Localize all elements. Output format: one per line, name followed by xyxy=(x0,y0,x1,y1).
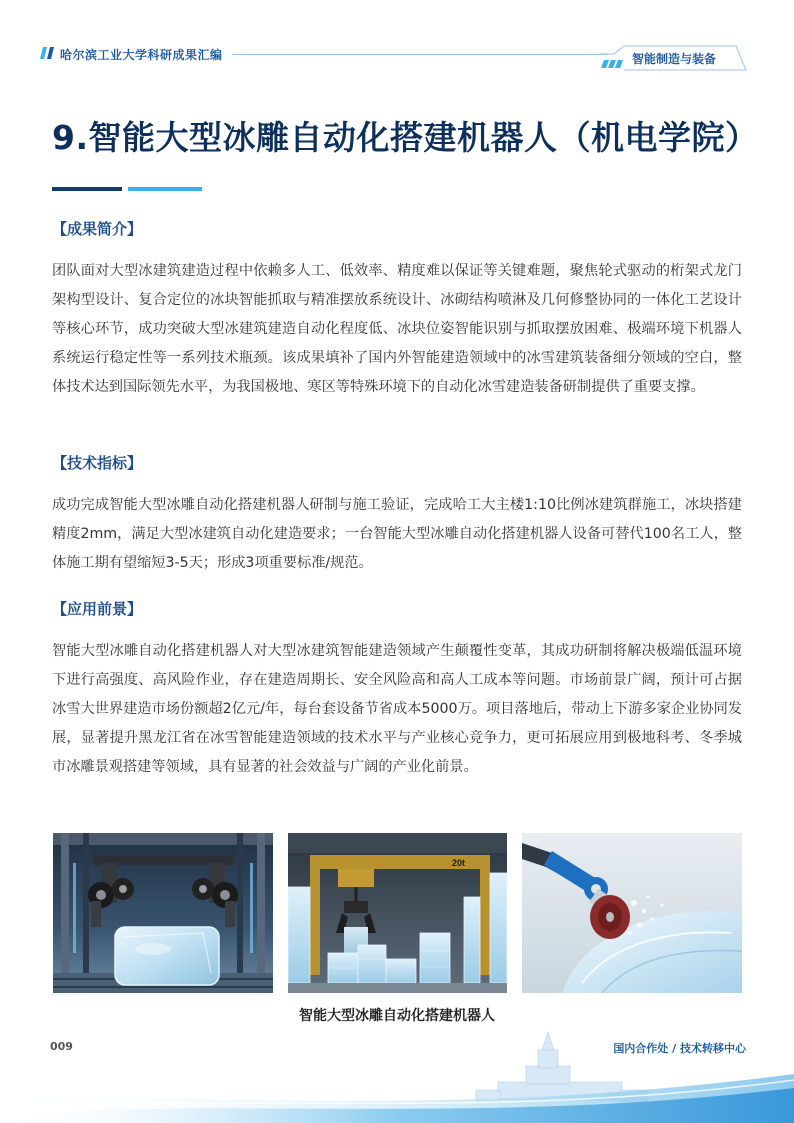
header-category: 智能制造与装备 xyxy=(632,52,717,66)
photo-gripper-ice-block xyxy=(53,833,273,993)
photo-caption: 智能大型冰雕自动化搭建机器人 xyxy=(299,1008,495,1024)
section-text-prospects: 智能大型冰雕自动化搭建机器人对大型冰建筑智能建造领域产生颠覆性变革，其成功研制将解决极端低温环境下进行高强度、高风险作业，存在建造周期长、安全风险高和高人工成本等问题。市场前景广阔，预计可占据冰雪大世界建造市场份额超2亿元/年，每台套设备节省成本5000万。项目落地后，带动上下游多家企业协同发展，显著提升黑龙江省在冰雪智能建造领域的技术水平与产业核心竞争力，更可拓展应用到极地科考、冬季城市冰雕景观搭建等领域，具有显著的社会效益与广阔的产业化前景。 xyxy=(52,643,742,775)
section-text-summary: 团队面对大型冰建筑建造过程中依赖多人工、低效率、精度难以保证等关键难题，聚焦轮式驱动的桁架式龙门架构型设计、复合定位的冰块智能抓取与精准摆放系统设计、冰砌结构喷淋及几何修整协同的一体化工艺设计等核心环节，成功突破大型冰建筑建造自动化程度低、冰块位姿智能识别与抓取摆放困难、极端环境下机器人系统运行稳定性等一系列技术瓶颈。该成果填补了国内外智能建造领域中的冰雪建筑装备细分领域的空白，整体技术达到国际领先水平，为我国极地、寒区等特殊环境下的自动化冰雪建造装备研制提供了重要支撑。 xyxy=(52,263,742,395)
header-stripes-icon xyxy=(40,46,58,60)
title-underline-dark xyxy=(52,187,122,191)
header-title: 哈尔滨工业大学科研成果汇编 xyxy=(60,48,223,62)
header-divider xyxy=(232,54,608,55)
footer-organization: 国内合作处 / 技术转移中心 xyxy=(613,1042,746,1055)
photo-gantry-crane xyxy=(288,833,507,993)
photo-robot-arm-polishing xyxy=(522,833,742,993)
page-title: 9.智能大型冰雕自动化搭建机器人（机电学院） xyxy=(52,118,759,157)
section-heading-summary: 【成果简介】 xyxy=(52,220,143,238)
crane-capacity-label: 20t xyxy=(452,858,466,868)
section-text-specs: 成功完成智能大型冰雕自动化搭建机器人研制与施工验证，完成哈工大主楼1:10比例冰建筑群施工，冰块搭建精度2mm，满足大型冰建筑自动化建造要求；一台智能大型冰雕自动化搭建机器人设备可替代100名工人，整体施工期有望缩短3-5天；形成3项重要标准/规范。 xyxy=(52,497,742,571)
page-number: 009 xyxy=(50,1040,73,1053)
section-heading-specs: 【技术指标】 xyxy=(52,454,143,472)
title-underline-light xyxy=(128,187,202,191)
section-heading-prospects: 【应用前景】 xyxy=(52,600,143,618)
footer-building-wave-art xyxy=(0,1030,794,1123)
